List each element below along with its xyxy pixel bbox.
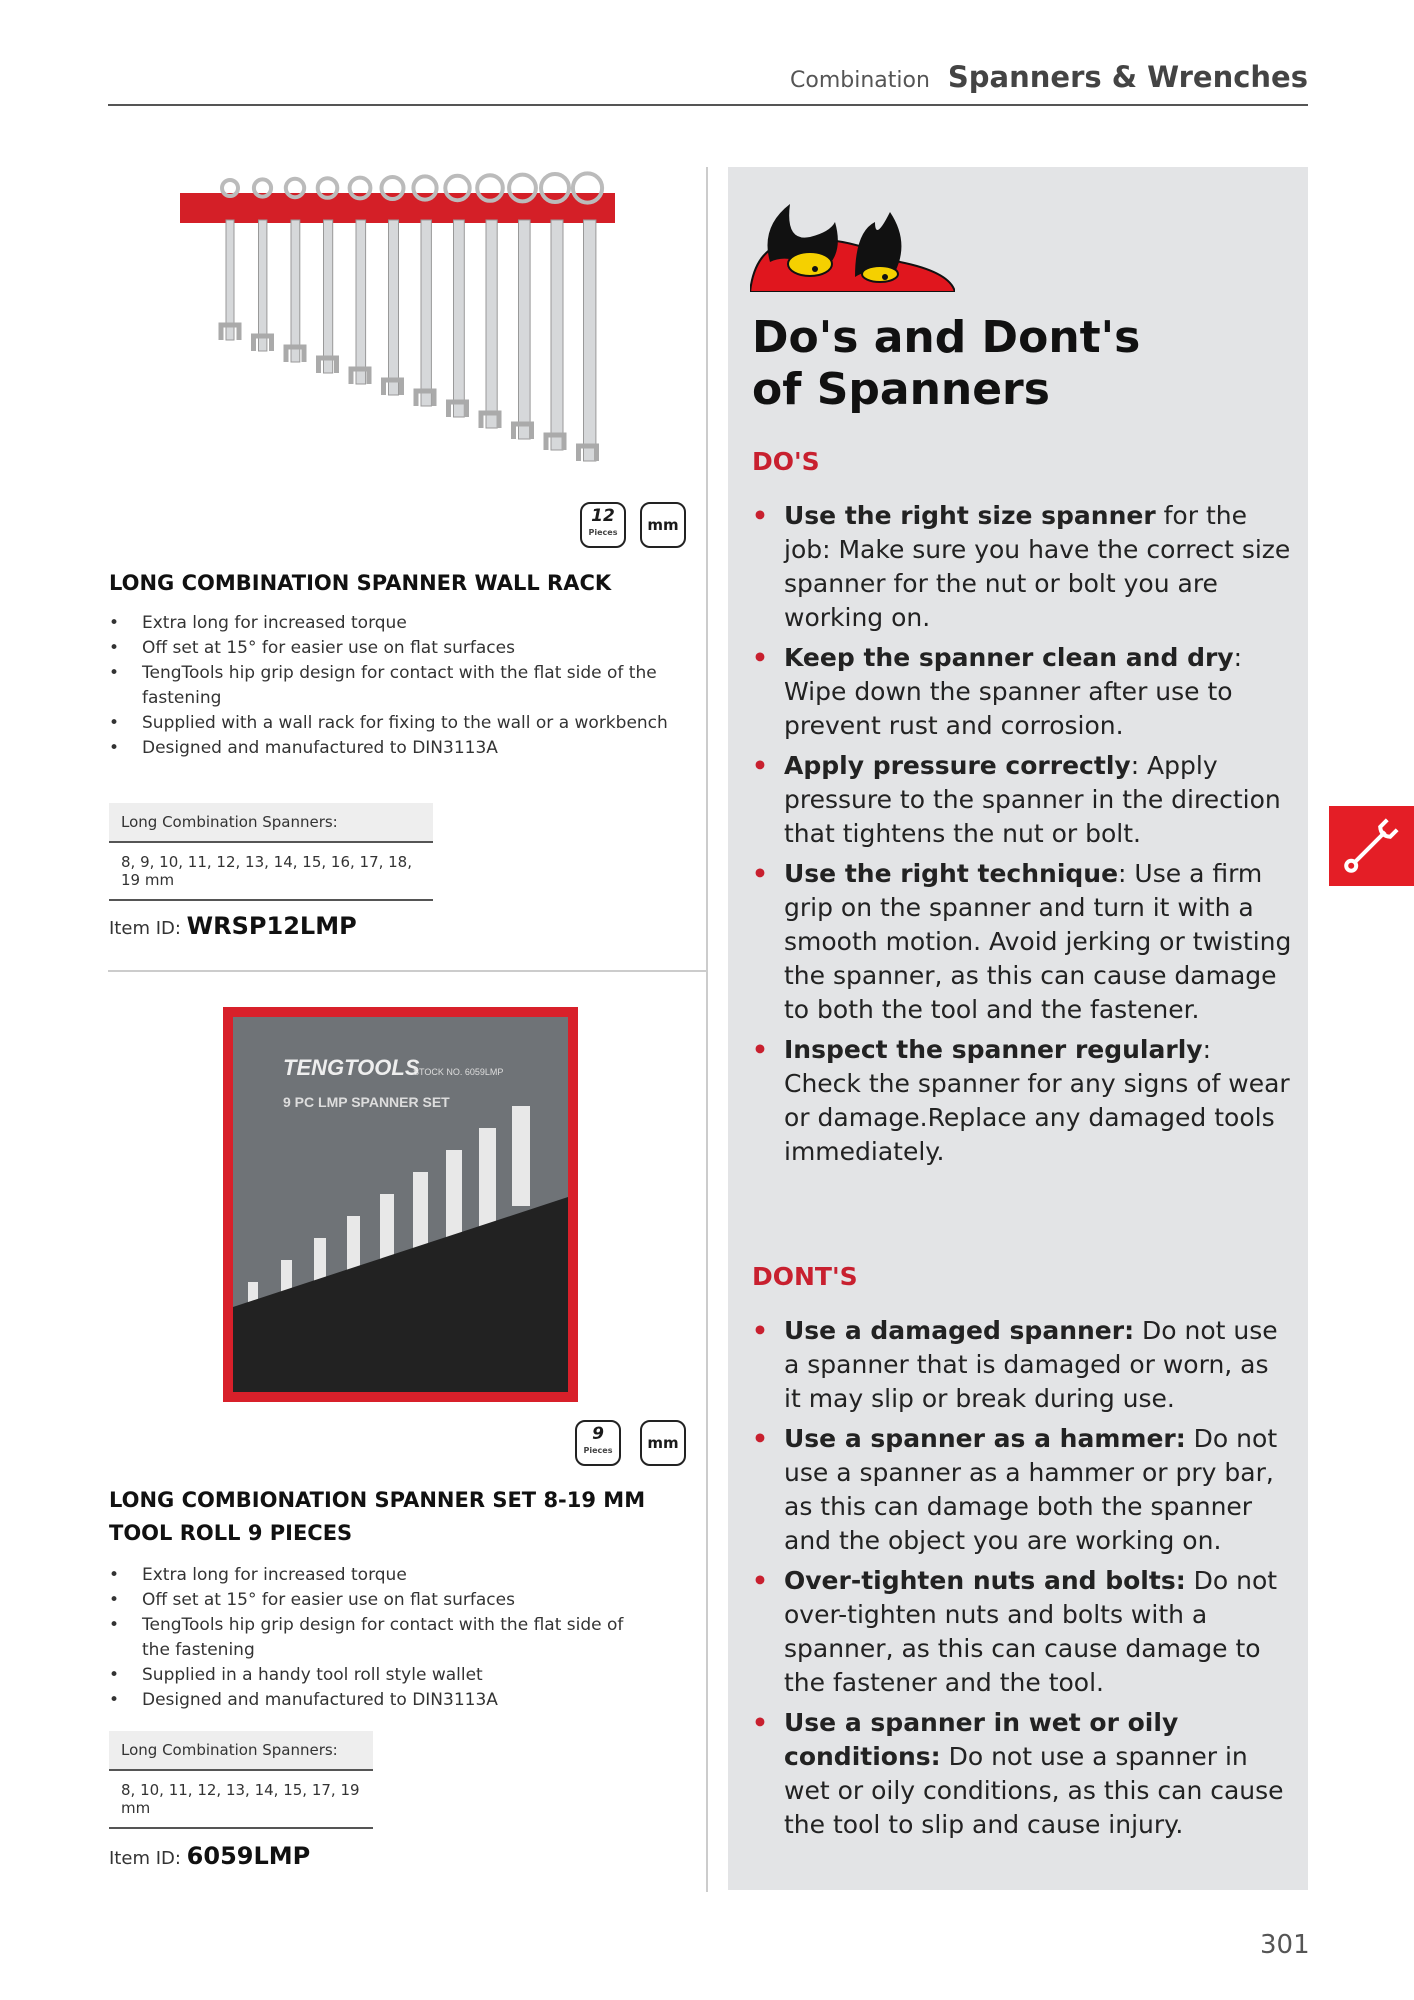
title-line-2: of Spanners: [752, 364, 1050, 415]
donts-list: [752, 1314, 1292, 1848]
tip-text: : Wipe down the spanner after use to prevent rust and corrosion.: [784, 643, 1243, 740]
wall-rack-image: [175, 160, 625, 470]
spec-table: [109, 1731, 373, 1829]
title-line-1: Do's and Dont's: [752, 312, 1141, 363]
do-item: [752, 857, 1292, 1027]
feature-item: • Designed and manufactured to DIN3113A: [109, 1688, 629, 1713]
dos-heading: DO'S: [752, 447, 820, 476]
tip-heading: Use the right technique: [784, 859, 1119, 888]
do-item: [752, 1033, 1292, 1169]
donts-heading: DONT'S: [752, 1262, 858, 1291]
dont-item: [752, 1564, 1292, 1700]
feature-item: • TengTools hip grip design for contact with the flat side of the fastening: [109, 1613, 629, 1663]
tool-roll-image: [223, 1007, 578, 1402]
feature-item: • Extra long for increased torque: [109, 611, 699, 636]
feature-item: • Off set at 15° for easier use on flat surfaces: [109, 1588, 629, 1613]
feature-list: [109, 1563, 629, 1713]
item-id-label: Item ID:: [109, 918, 181, 939]
product-title: LONG COMBINATION SPANNER WALL RACK: [109, 571, 612, 595]
tip-heading: Inspect the spanner regularly: [784, 1035, 1203, 1064]
unit-badge: mm: [640, 1420, 686, 1466]
item-id-value: WRSP12LMP: [186, 912, 357, 940]
feature-item: • Supplied in a handy tool roll style wallet: [109, 1663, 629, 1688]
devil-mascot-icon: [750, 202, 955, 292]
dos-list: [752, 499, 1292, 1175]
tip-heading: Apply pressure correctly: [784, 751, 1131, 780]
item-id: [109, 1842, 310, 1870]
dont-item: [752, 1422, 1292, 1558]
dont-item: [752, 1314, 1292, 1416]
tip-text: : Apply pressure to the spanner in the direction that tightens the nut or bolt.: [784, 751, 1281, 848]
tip-text: Do not use a spanner as a hammer or pry bar, as this can damage both the spanner and the object you are working on.: [784, 1424, 1278, 1555]
badge-pieces: Pieces: [583, 1446, 613, 1455]
panel-title: [752, 312, 1140, 416]
roll-stock: STOCK NO. 6059LMP: [413, 1067, 504, 1077]
feature-item: • Off set at 15° for easier use on flat surfaces: [109, 636, 699, 661]
tip-text: : Use a firm grip on the spanner and turn it with a smooth motion. Avoid jerking or twisting the spanner, as this can cause damage to both the tool and the fastener.: [784, 859, 1292, 1024]
page-number: 301: [1260, 1930, 1310, 1960]
badge-count: 9: [592, 1424, 604, 1444]
tip-text: Do not use a spanner that is damaged or worn, as it may slip or break during use.: [784, 1316, 1278, 1413]
feature-item: • Supplied with a wall rack for fixing to the wall or a workbench: [109, 711, 699, 736]
tip-heading: Over-tighten nuts and bolts:: [784, 1566, 1186, 1595]
do-item: [752, 499, 1292, 635]
spec-table: [109, 803, 433, 901]
spec-value: 8, 10, 11, 12, 13, 14, 15, 17, 19 mm: [109, 1771, 373, 1829]
wrench-icon: [1329, 806, 1414, 886]
tip-heading: Use a spanner as a hammer:: [784, 1424, 1186, 1453]
spanner: [479, 1128, 496, 1228]
tip-heading: Use a spanner in wet or oily conditions:: [784, 1708, 1179, 1771]
dont-item: [752, 1706, 1292, 1842]
dos-donts-panel: [728, 167, 1308, 1890]
tip-heading: Use a damaged spanner:: [784, 1316, 1135, 1345]
item-id-value: 6059LMP: [186, 1842, 311, 1870]
header-title: Spanners & Wrenches: [947, 60, 1308, 94]
tip-text: Do not over-tighten nuts and bolts with a spanner, as this can cause damage to the fastener and the tool.: [784, 1566, 1278, 1697]
feature-item: • TengTools hip grip design for contact with the flat side of the fastening: [109, 661, 699, 711]
page-header: [108, 60, 1308, 106]
roll-brand: TENGTOOLS: [283, 1055, 420, 1080]
unit-badge: mm: [640, 502, 686, 548]
feature-list: [109, 611, 699, 761]
feature-item: • Extra long for increased torque: [109, 1563, 629, 1588]
item-id-label: Item ID:: [109, 1848, 181, 1869]
spanner: [512, 1106, 530, 1206]
header-subtitle: Combination: [790, 68, 930, 93]
tip-text: Do not use a spanner in wet or oily conditions, as this can cause the tool to slip and cause injury.: [784, 1742, 1284, 1839]
product-divider: [108, 970, 706, 972]
section-tab[interactable]: [1329, 806, 1414, 886]
badge-pieces: Pieces: [588, 528, 618, 537]
item-id: [109, 912, 357, 940]
tip-heading: Keep the spanner clean and dry: [784, 643, 1234, 672]
tip-text: : Check the spanner for any signs of wear or damage.Replace any damaged tools immediately.: [784, 1035, 1290, 1166]
product-title: LONG COMBIONATION SPANNER SET 8-19 MM TOOL ROLL 9 PIECES: [109, 1488, 646, 1545]
feature-item: • Designed and manufactured to DIN3113A: [109, 736, 699, 761]
tip-heading: Use the right size spanner: [784, 501, 1156, 530]
do-item: [752, 641, 1292, 743]
tip-text: for the job: Make sure you have the correct size spanner for the nut or bolt you are working on.: [784, 501, 1291, 632]
spec-header: Long Combination Spanners:: [109, 803, 433, 843]
spec-header: Long Combination Spanners:: [109, 1731, 373, 1771]
badge-count: 12: [591, 506, 615, 526]
spec-value: 8, 9, 10, 11, 12, 13, 14, 15, 16, 17, 18, 19 mm: [109, 843, 433, 901]
pieces-badge: [575, 1420, 621, 1466]
roll-label: 9 PC LMP SPANNER SET: [283, 1094, 450, 1110]
pieces-badge: [580, 502, 626, 548]
do-item: [752, 749, 1292, 851]
column-divider: [706, 167, 708, 1892]
